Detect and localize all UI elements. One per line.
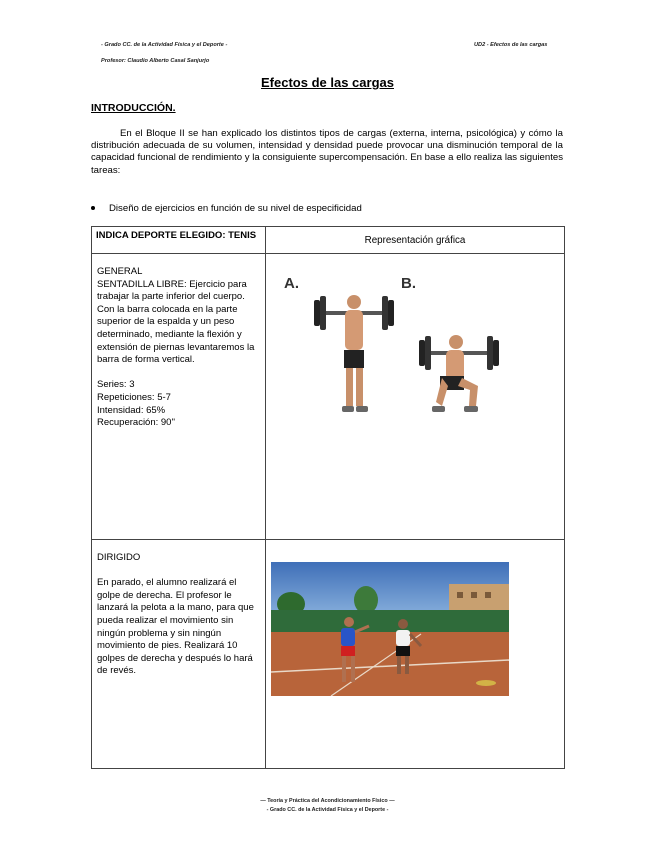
squatting-lifter-figure: [419, 335, 499, 412]
footer-line1: — Teoría y Práctica del Acondicionamiento Físico —: [260, 798, 395, 804]
intro-heading: INTRODUCCIÓN.: [91, 102, 176, 114]
table-row-dirigido: [92, 540, 565, 769]
squat-illustration: [276, 266, 576, 436]
intro-paragraph: En el Bloque II se han explicado los distintos tipos de cargas (externa, interna, psicológica) y cómo la distribución adecuada de su volumen, intensidad y densidad puede provocar una disminución temporal de la capacidad funcional de rendimiento y la consiguiente supercompensación. En base a ello realiza las siguientes tareas:: [91, 128, 563, 176]
general-reps: Repeticiones: 5-7: [97, 391, 171, 403]
header-professor: Profesor: Claudio Alberto Casal Sanjurjo: [101, 58, 210, 64]
table-header-row: [92, 227, 565, 254]
dirigido-text-cell: [92, 540, 266, 769]
label-a: A.: [284, 275, 299, 292]
table-row-general: [92, 254, 565, 540]
page-title: Efectos de las cargas: [261, 75, 394, 90]
general-level: GENERAL: [97, 266, 143, 277]
footer-line2: - Grado CC. de la Actividad Física y el Deporte -: [266, 807, 389, 813]
squat-image-cell: [266, 254, 565, 540]
tennis-image-cell: [266, 540, 565, 769]
table-header-sport: INDICA DEPORTE ELEGIDO: TENIS: [92, 227, 266, 254]
bullet-item: [91, 203, 362, 214]
general-recovery: Recuperación: 90'': [97, 417, 176, 429]
dirigido-level: DIRIGIDO: [97, 552, 141, 563]
bullet-text: Diseño de ejercicios en función de su nivel de especificidad: [109, 203, 362, 214]
label-b: B.: [401, 275, 416, 292]
table-header-graphic: Representación gráfica: [266, 227, 565, 254]
general-description: SENTADILLA LIBRE: Ejercicio para trabajar la parte inferior del cuerpo. Con la barra colocada en la parte superior de la espalda y un peso determinado, mediante la flexión y extensión de piernas levantaremos la barra de forma vertical.: [97, 278, 255, 366]
bullet-dot-icon: [91, 206, 95, 210]
dirigido-description: En parado, el alumno realizará el golpe de derecha. El profesor le lanzará la pelota a la mano, para que pueda realizar el movimiento sin ningún problema y sin ningún movimiento de pies. Realizará 10 golpes de derecha y después lo hará de revés.: [97, 577, 254, 677]
standing-lifter-figure: [314, 295, 394, 412]
general-text-cell: [92, 254, 266, 540]
exercise-table: [91, 226, 565, 769]
general-intensity: Intensidad: 65%: [97, 404, 166, 416]
tennis-photo: [271, 562, 509, 696]
header-left: - Grado CC. de la Actividad Física y el Deporte -: [101, 42, 228, 48]
header-right: UD2 - Efectos de las cargas: [474, 42, 548, 48]
general-series: Series: 3: [97, 379, 135, 391]
